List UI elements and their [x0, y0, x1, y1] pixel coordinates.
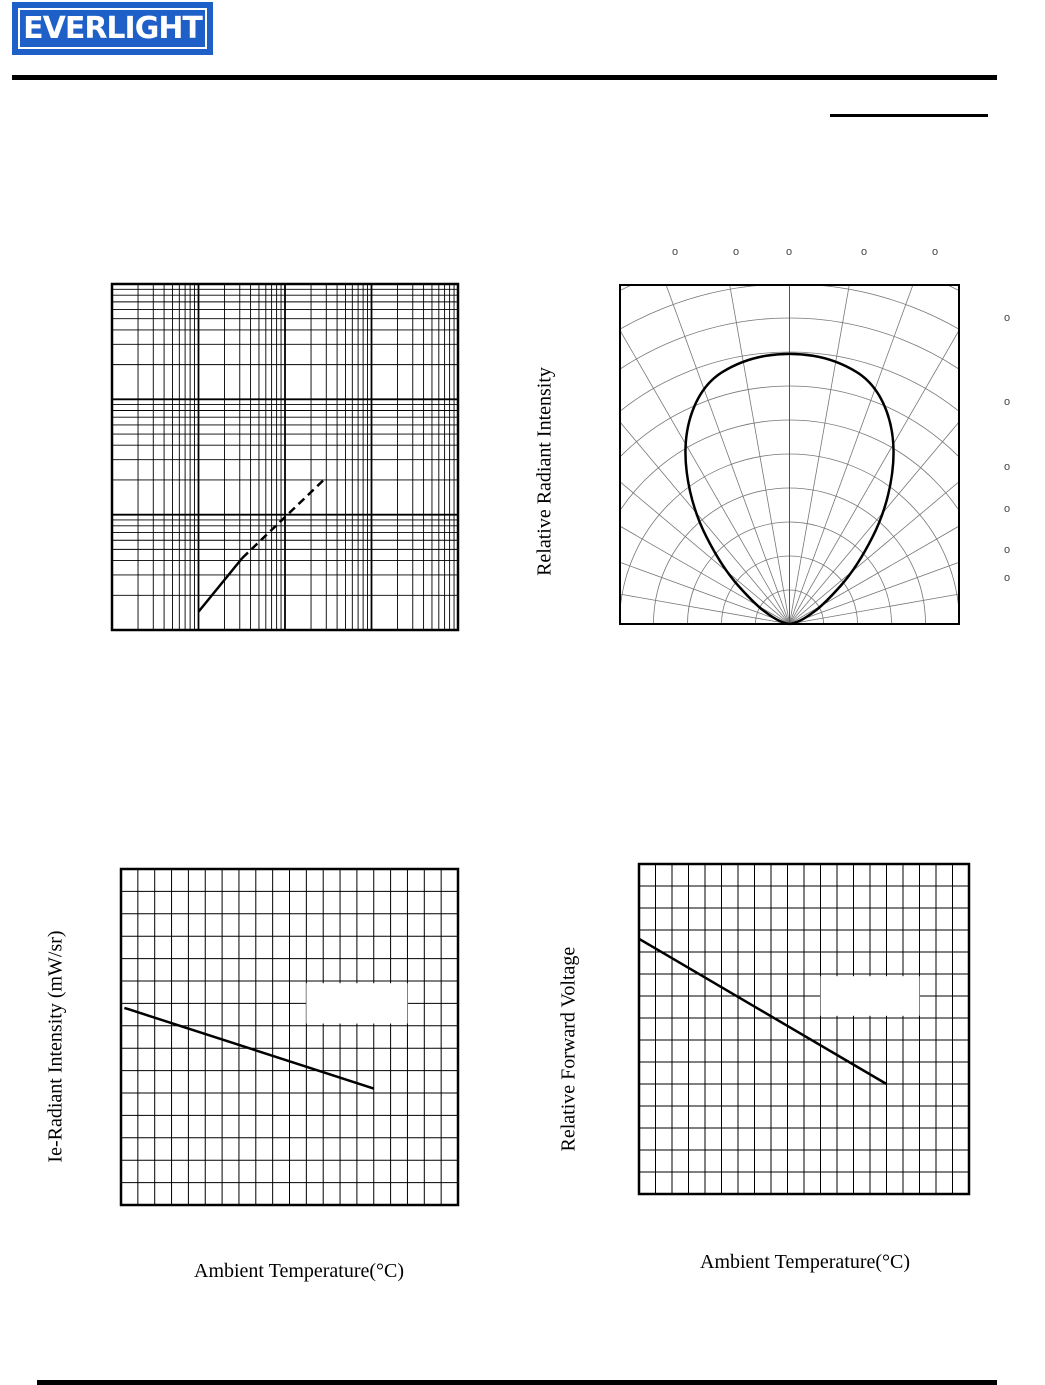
degree-mark: o — [733, 246, 740, 258]
header-short-rule — [830, 114, 988, 117]
legend-box — [306, 983, 407, 1023]
logo-text: EVERLIGHT — [23, 11, 202, 46]
degree-mark: o — [786, 246, 793, 258]
chart-radiation-pattern — [618, 283, 961, 626]
degree-mark: o — [672, 246, 679, 258]
polar-radial — [790, 283, 962, 624]
polar-radial — [790, 283, 962, 624]
everlight-logo — [12, 2, 213, 55]
degree-mark: o — [1004, 461, 1011, 473]
polar-radial — [790, 283, 962, 624]
footer-rule — [37, 1380, 997, 1385]
polar-radial — [618, 283, 790, 624]
radiant-x-axis-label: Ambient Temperature(°C) — [194, 1260, 405, 1282]
polar-radial — [618, 283, 790, 624]
radiant-y-axis-label: Ie-Radiant Intensity (mW/sr) — [44, 930, 67, 1163]
logo-frame — [18, 8, 207, 49]
degree-mark: o — [1004, 503, 1011, 515]
radiation-y-axis-label: Relative Radiant Intensity — [533, 367, 556, 576]
degree-mark: o — [861, 246, 868, 258]
voltage-y-axis-label: Relative Forward Voltage — [557, 946, 580, 1152]
chart-voltage-vs-temp — [637, 862, 971, 1197]
chart-radiant-vs-temp — [119, 867, 461, 1208]
degree-mark: o — [932, 246, 939, 258]
degree-mark: o — [1004, 312, 1011, 324]
legend-box — [821, 976, 920, 1016]
polar-radial — [618, 520, 790, 624]
voltage-x-axis-label: Ambient Temperature(°C) — [700, 1251, 911, 1273]
polar-radial — [618, 283, 790, 624]
polar-radial — [790, 283, 962, 624]
header-rule — [12, 75, 997, 80]
series-line-solid — [199, 558, 243, 612]
chart-top-left — [110, 282, 460, 634]
degree-mark: o — [1004, 572, 1011, 584]
polar-grid — [618, 283, 961, 626]
degree-mark: o — [1004, 544, 1011, 556]
polar-radial — [618, 283, 790, 624]
degree-mark: o — [1004, 396, 1011, 408]
polar-radial — [790, 520, 962, 624]
